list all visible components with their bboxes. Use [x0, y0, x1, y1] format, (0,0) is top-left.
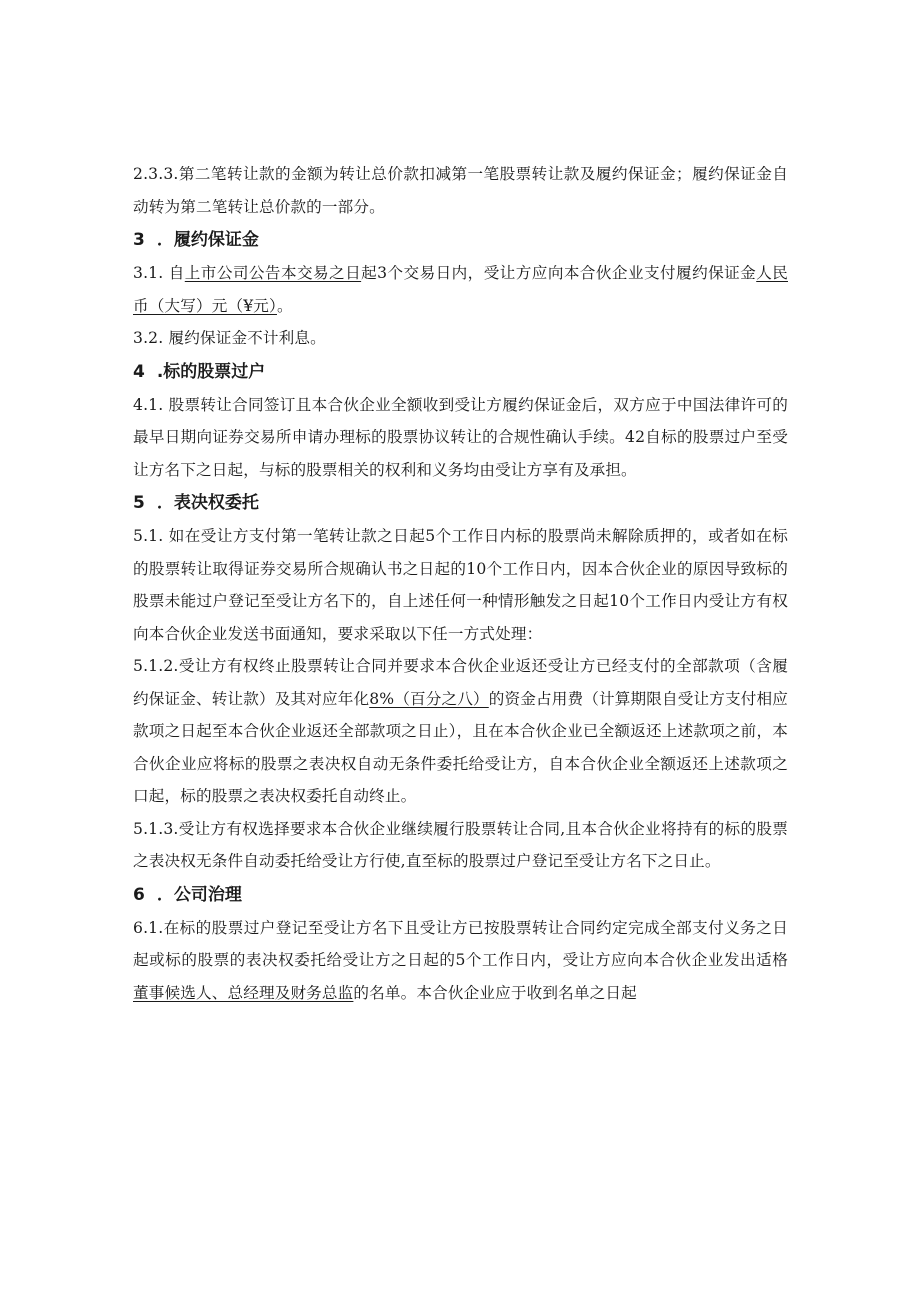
section-heading-6 — [133, 878, 788, 912]
document-body — [133, 158, 788, 1009]
blank-field: 8%（百分之八） — [369, 689, 489, 708]
paragraph-2-3-3: 2.3.3.第二笔转让款的金额为转让总价款扣减第一笔股票转让款及履约保证金；履约保证金自动转为第二笔转让总价款的一部分。 — [133, 165, 788, 216]
blank-field: 人民币（大写）元（¥元） — [133, 264, 788, 315]
section-title: ．履约保证金 — [156, 230, 259, 250]
section-title: .标的股票过户 — [156, 361, 266, 382]
paragraph-4-1: 4.1. 股票转让合同签订且本合伙企业全额收到受让方履约保证金后，双方应于中国法律许可的最早日期向证券交易所申请办理标的股票协议转让的合规性确认手续。42自标的股票过户至受让方名下之日起，与标的股票相关的权利和义务均由受让方享有及承担。 — [133, 395, 788, 479]
paragraph-3-2: 3.2. 履约保证金不计利息。 — [133, 329, 326, 347]
text-run: 起3个交易日内，受让方应向本合伙企业支付履约保证金 — [361, 264, 757, 282]
blank-field: 董事候选人、总经理及财务总监 — [133, 983, 354, 1002]
paragraph-5-1-3: 5.1.3.受让方有权选择要求本合伙企业继续履行股票转让合同,且本合伙企业将持有的标的股票之表决权无条件自动委托给受让方行使,直至标的股票过户登记至受让方名下之日止。 — [133, 819, 788, 870]
paragraph-6-1 — [133, 912, 788, 1010]
paragraph-5-1-2 — [133, 650, 788, 813]
section-title: ．公司治理 — [156, 884, 242, 905]
text-run: 5.1.2.受让方有权终止股票转让合同并要求本合伙企业返还受让方已经支付的全部款项（含履约保证金、转让款）及其对应年化 — [133, 657, 788, 708]
section-title: ．表决权委托 — [156, 493, 259, 513]
paragraph-5-1: 5.1. 如在受让方支付第一笔转让款之日起5个工作日内标的股票尚未解除质押的，或者如在标的股票转让取得证券交易所合规确认书之日起的10个工作日内，因本合伙企业的原因导致标的股票未能过户登记至受让方名下的，自上述任何一种情形触发之日起10个工作日内受让方有权向本合伙企业发送书面通知，要求采取以下任一方式处理： — [133, 527, 788, 643]
text-run: 。 — [276, 296, 293, 315]
text-run: 的名单。本合伙企业应于收到名单之日起 — [353, 983, 637, 1002]
section-number: 5 — [133, 493, 145, 513]
section-number: 3 — [133, 230, 145, 250]
text-run: 6.1.在标的股票过户登记至受让方名下且受让方已按股票转让合同约定完成全部支付义务之日起或标的股票的表决权委托给受让方之日起的5个工作日内，受让方应向本合伙企业发出适格 — [133, 918, 788, 969]
blank-field: 上市公司公告本交易之日 — [184, 264, 362, 282]
text-run: 3.1. 自 — [133, 264, 185, 282]
section-heading-3 — [133, 223, 788, 257]
text-run: 的资金占用费（计算期限自受让方支付相应款项之日起至本合伙企业返还全部款项之日止），且在本合伙企业已全额返还上述款项之前，本合伙企业应将标的股票之表决权自动无条件委托给受让方，自本合伙企业全额返还上述款项之口起，标的股票之表决权委托自动终止。 — [133, 689, 788, 805]
paragraph-3-1 — [133, 257, 788, 322]
section-number: 4 — [133, 361, 145, 382]
section-heading-5 — [133, 486, 788, 520]
section-heading-4 — [133, 355, 788, 389]
section-number: 6 — [133, 884, 145, 905]
